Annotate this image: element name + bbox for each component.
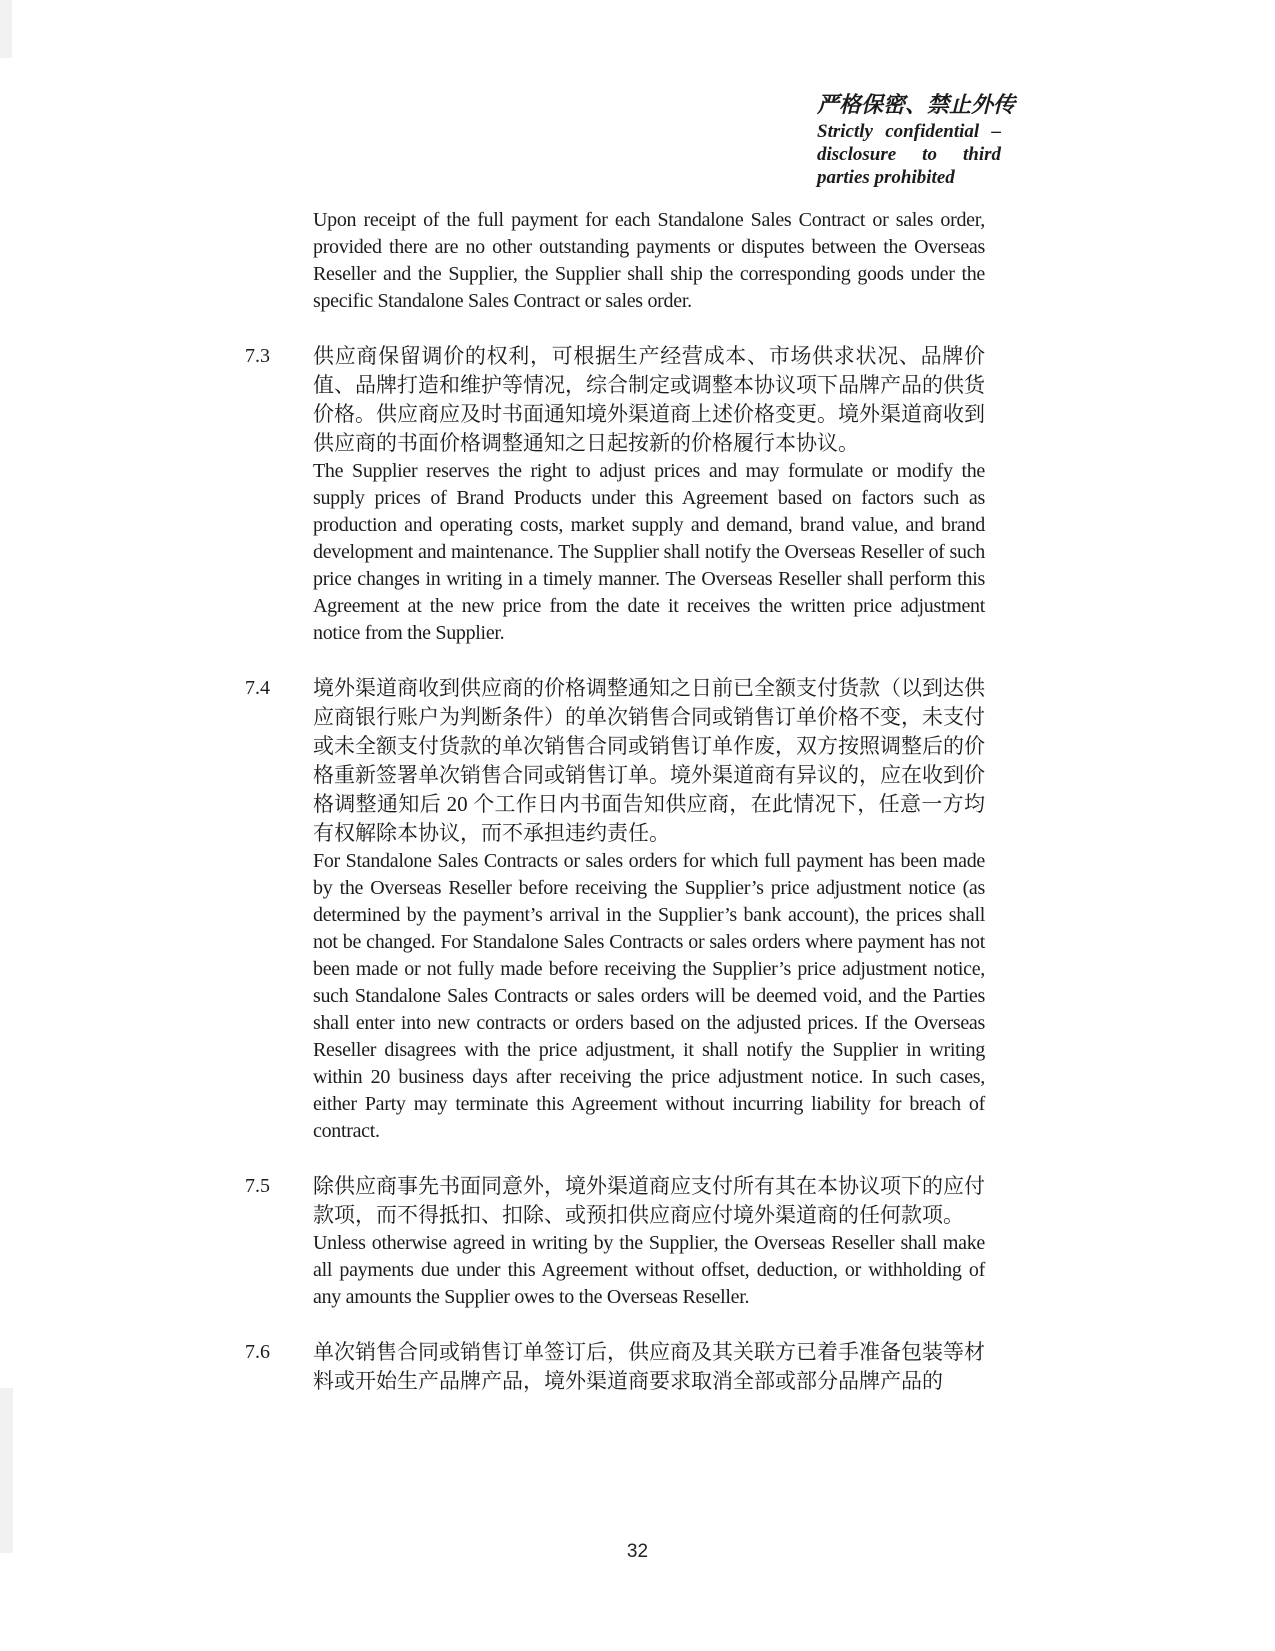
section-7-6	[245, 1338, 985, 1396]
scan-artifact	[0, 0, 12, 58]
section-7-5	[245, 1172, 985, 1311]
page-footer	[0, 1541, 1275, 1563]
section-body	[313, 674, 985, 1145]
section-number: 7.6	[245, 1341, 270, 1363]
section-7-3	[245, 342, 985, 647]
section-text-chinese: 境外渠道商收到供应商的价格调整通知之日前已全额支付货款（以到达供应商银行账户为判断条件）的单次销售合同或销售订单价格不变，未支付或未全额支付货款的单次销售合同或销售订单作废，双方按照调整后的价格重新签署单次销售合同或销售订单。境外渠道商有异议的，应在收到价格调整通知后 20 个工作日内书面告知供应商，在此情况下，任意一方均有权解除本协议，而不承担违约责任。	[313, 676, 985, 845]
intro-paragraph-text: Upon receipt of the full payment for each Standalone Sales Contract or sales order, provided there are no other outstanding payments or disputes between the Overseas Reseller and the Supplier, the Supplier shall ship the corresponding goods under the specific Standalone Sales Contract or sales order.	[313, 209, 985, 312]
section-text-english: The Supplier reserves the right to adjust prices and may formulate or modify the supply prices of Brand Products under this Agreement based on factors such as production and operating costs, market supply and demand, brand value, and brand development and maintenance. The Supplier shall notify the Overseas Reseller of such price changes in writing in a timely manner. The Overseas Reseller shall perform this Agreement at the new price from the date it receives the written price adjustment notice from the Supplier.	[313, 460, 985, 644]
section-body	[313, 342, 985, 647]
confidentiality-notice-chinese: 严格保密、禁止外传	[817, 92, 1016, 117]
section-number: 7.3	[245, 345, 270, 367]
intro-paragraph	[313, 207, 985, 315]
section-number: 7.4	[245, 677, 270, 699]
section-text-english: Unless otherwise agreed in writing by the Supplier, the Overseas Reseller shall make all payments due under this Agreement without offset, deduction, or withholding of any amounts the Supplier owes to the Overseas Reseller.	[313, 1232, 985, 1308]
section-number: 7.5	[245, 1175, 270, 1197]
page-number: 32	[626, 1541, 649, 1562]
section-body	[313, 1172, 985, 1311]
document-body	[245, 207, 985, 1396]
section-text-english: For Standalone Sales Contracts or sales orders for which full payment has been made by the Overseas Reseller before receiving the Supplier’s price adjustment notice (as determined by the payment’s arrival in the Supplier’s bank account), the prices shall not be changed. For Standalone Sales Contracts or sales orders where payment has not been made or not fully made before receiving the Supplier’s price adjustment notice, such Standalone Sales Contracts or sales orders will be deemed void, and the Parties shall enter into new contracts or orders based on the adjusted prices. If the Overseas Reseller disagrees with the price adjustment, it shall notify the Supplier in writing within 20 business days after receiving the price adjustment notice. In such cases, either Party may terminate this Agreement without incurring liability for breach of contract.	[313, 850, 985, 1142]
section-text-chinese: 单次销售合同或销售订单签订后，供应商及其关联方已着手准备包装等材料或开始生产品牌产品，境外渠道商要求取消全部或部分品牌产品的	[313, 1340, 985, 1393]
section-body	[313, 1338, 985, 1396]
section-text-chinese: 除供应商事先书面同意外，境外渠道商应支付所有其在本协议项下的应付款项，而不得抵扣、扣除、或预扣供应商应付境外渠道商的任何款项。	[313, 1174, 985, 1227]
confidentiality-notice-english: Strictly confidential – disclosure to third parties prohibited	[817, 121, 1001, 188]
section-7-4	[245, 674, 985, 1145]
confidentiality-notice	[817, 90, 1016, 189]
scan-artifact	[0, 1388, 13, 1553]
section-text-chinese: 供应商保留调价的权利，可根据生产经营成本、市场供求状况、品牌价值、品牌打造和维护等情况，综合制定或调整本协议项下品牌产品的供货价格。供应商应及时书面通知境外渠道商上述价格变更。境外渠道商收到供应商的书面价格调整通知之日起按新的价格履行本协议。	[313, 344, 985, 455]
